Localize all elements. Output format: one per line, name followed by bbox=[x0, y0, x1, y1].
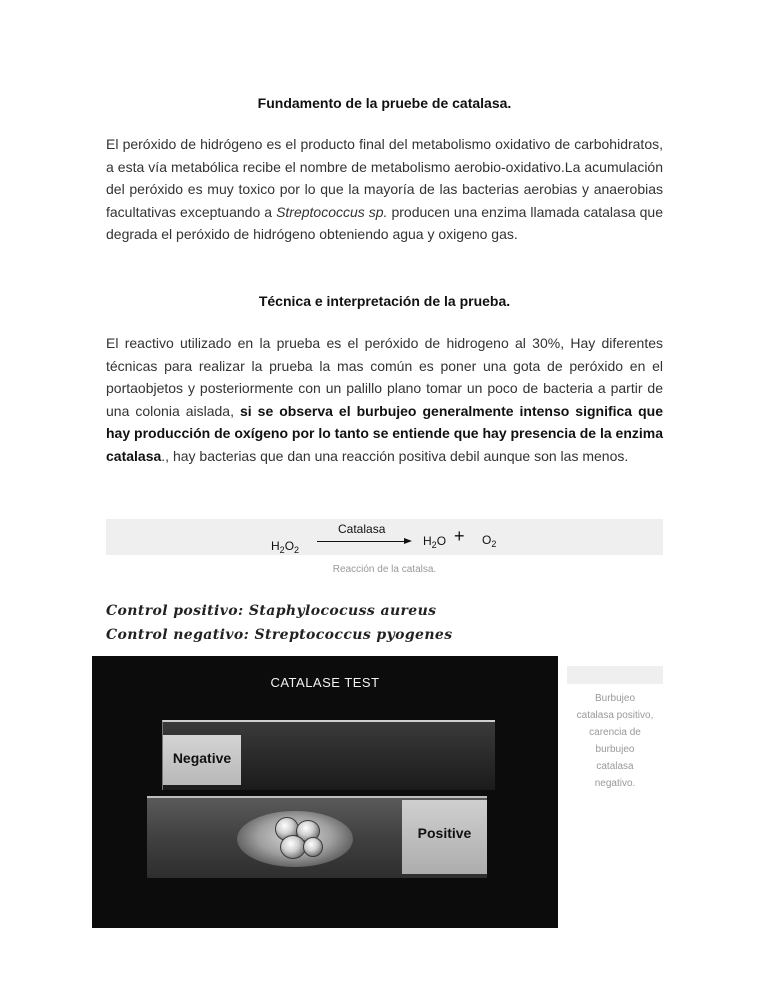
section-title-fundamento: Fundamento de la pruebe de catalasa. bbox=[257, 95, 512, 111]
section-title-tecnica: Técnica e interpretación de la prueba. bbox=[258, 293, 511, 309]
positive-slide-label: Positive bbox=[402, 800, 487, 874]
arrow-head-icon bbox=[404, 538, 412, 544]
enzyme-label: Catalasa bbox=[338, 522, 386, 536]
paragraph-tecnica bbox=[106, 332, 663, 467]
reaction-caption: Reacción de la catalsa. bbox=[332, 564, 437, 575]
reactant-formula: $H_2O_2$ bbox=[271, 539, 300, 555]
catalase-test-photo bbox=[92, 656, 558, 928]
product-water-formula: $H_2O$ bbox=[423, 534, 447, 550]
photo-title: CATALASE TEST bbox=[270, 675, 380, 690]
caption-header-box bbox=[567, 666, 663, 684]
product-oxygen-formula: $O_2$ bbox=[482, 533, 497, 549]
paragraph-text: El peróxido de hidrógeno es el producto final del metabolismo oxidativo de carbohidratos, a esta vía metabólica recibe el nombre de metabolismo aerobio-oxidativo.La acumulación del peróxido es muy toxico por lo que la mayoría de las bacterias aerobias y anaerobias facultativas exceptuando a bbox=[106, 136, 663, 220]
plus-sign: + bbox=[454, 526, 465, 546]
figure-caption: Burbujeo catalasa positivo, carencia de burbujeo catalasa negativo. bbox=[576, 693, 654, 789]
control-positive: Control positivo: Staphylococuss aureus bbox=[106, 603, 437, 619]
reaction-arrow bbox=[317, 541, 407, 542]
paragraph-text: producen una enzima llamada catalasa que degrada el peróxido de hidrógeno obteniendo agua y oxigeno gas. bbox=[106, 203, 663, 242]
control-negative: Control negativo: Streptococcus pyogenes bbox=[106, 627, 453, 643]
bubble-icon bbox=[303, 837, 323, 857]
negative-slide-label: Negative bbox=[163, 735, 241, 785]
species-name: Streptococcus sp. bbox=[276, 203, 388, 220]
paragraph-text: El reactivo utilizado en la prueba es el peróxido de hidrogeno al 30%, Hay diferentes técnicas para realizar la prueba la mas común es poner una gota de peróxido en el portaobjetos y posteriormente con un palillo plano tomar un poco de bacteria a partir de una colonia aislada, bbox=[106, 335, 663, 419]
paragraph-bold-text: si se observa el burbujeo generalmente intenso significa que hay producción de oxígeno por lo tanto se entiende que hay presencia de la enzima catalasa bbox=[106, 402, 664, 464]
paragraph-text: ., hay bacterias que dan una reacción positiva debil aunque son las menos. bbox=[161, 447, 629, 464]
paragraph-fundamento bbox=[106, 133, 663, 246]
